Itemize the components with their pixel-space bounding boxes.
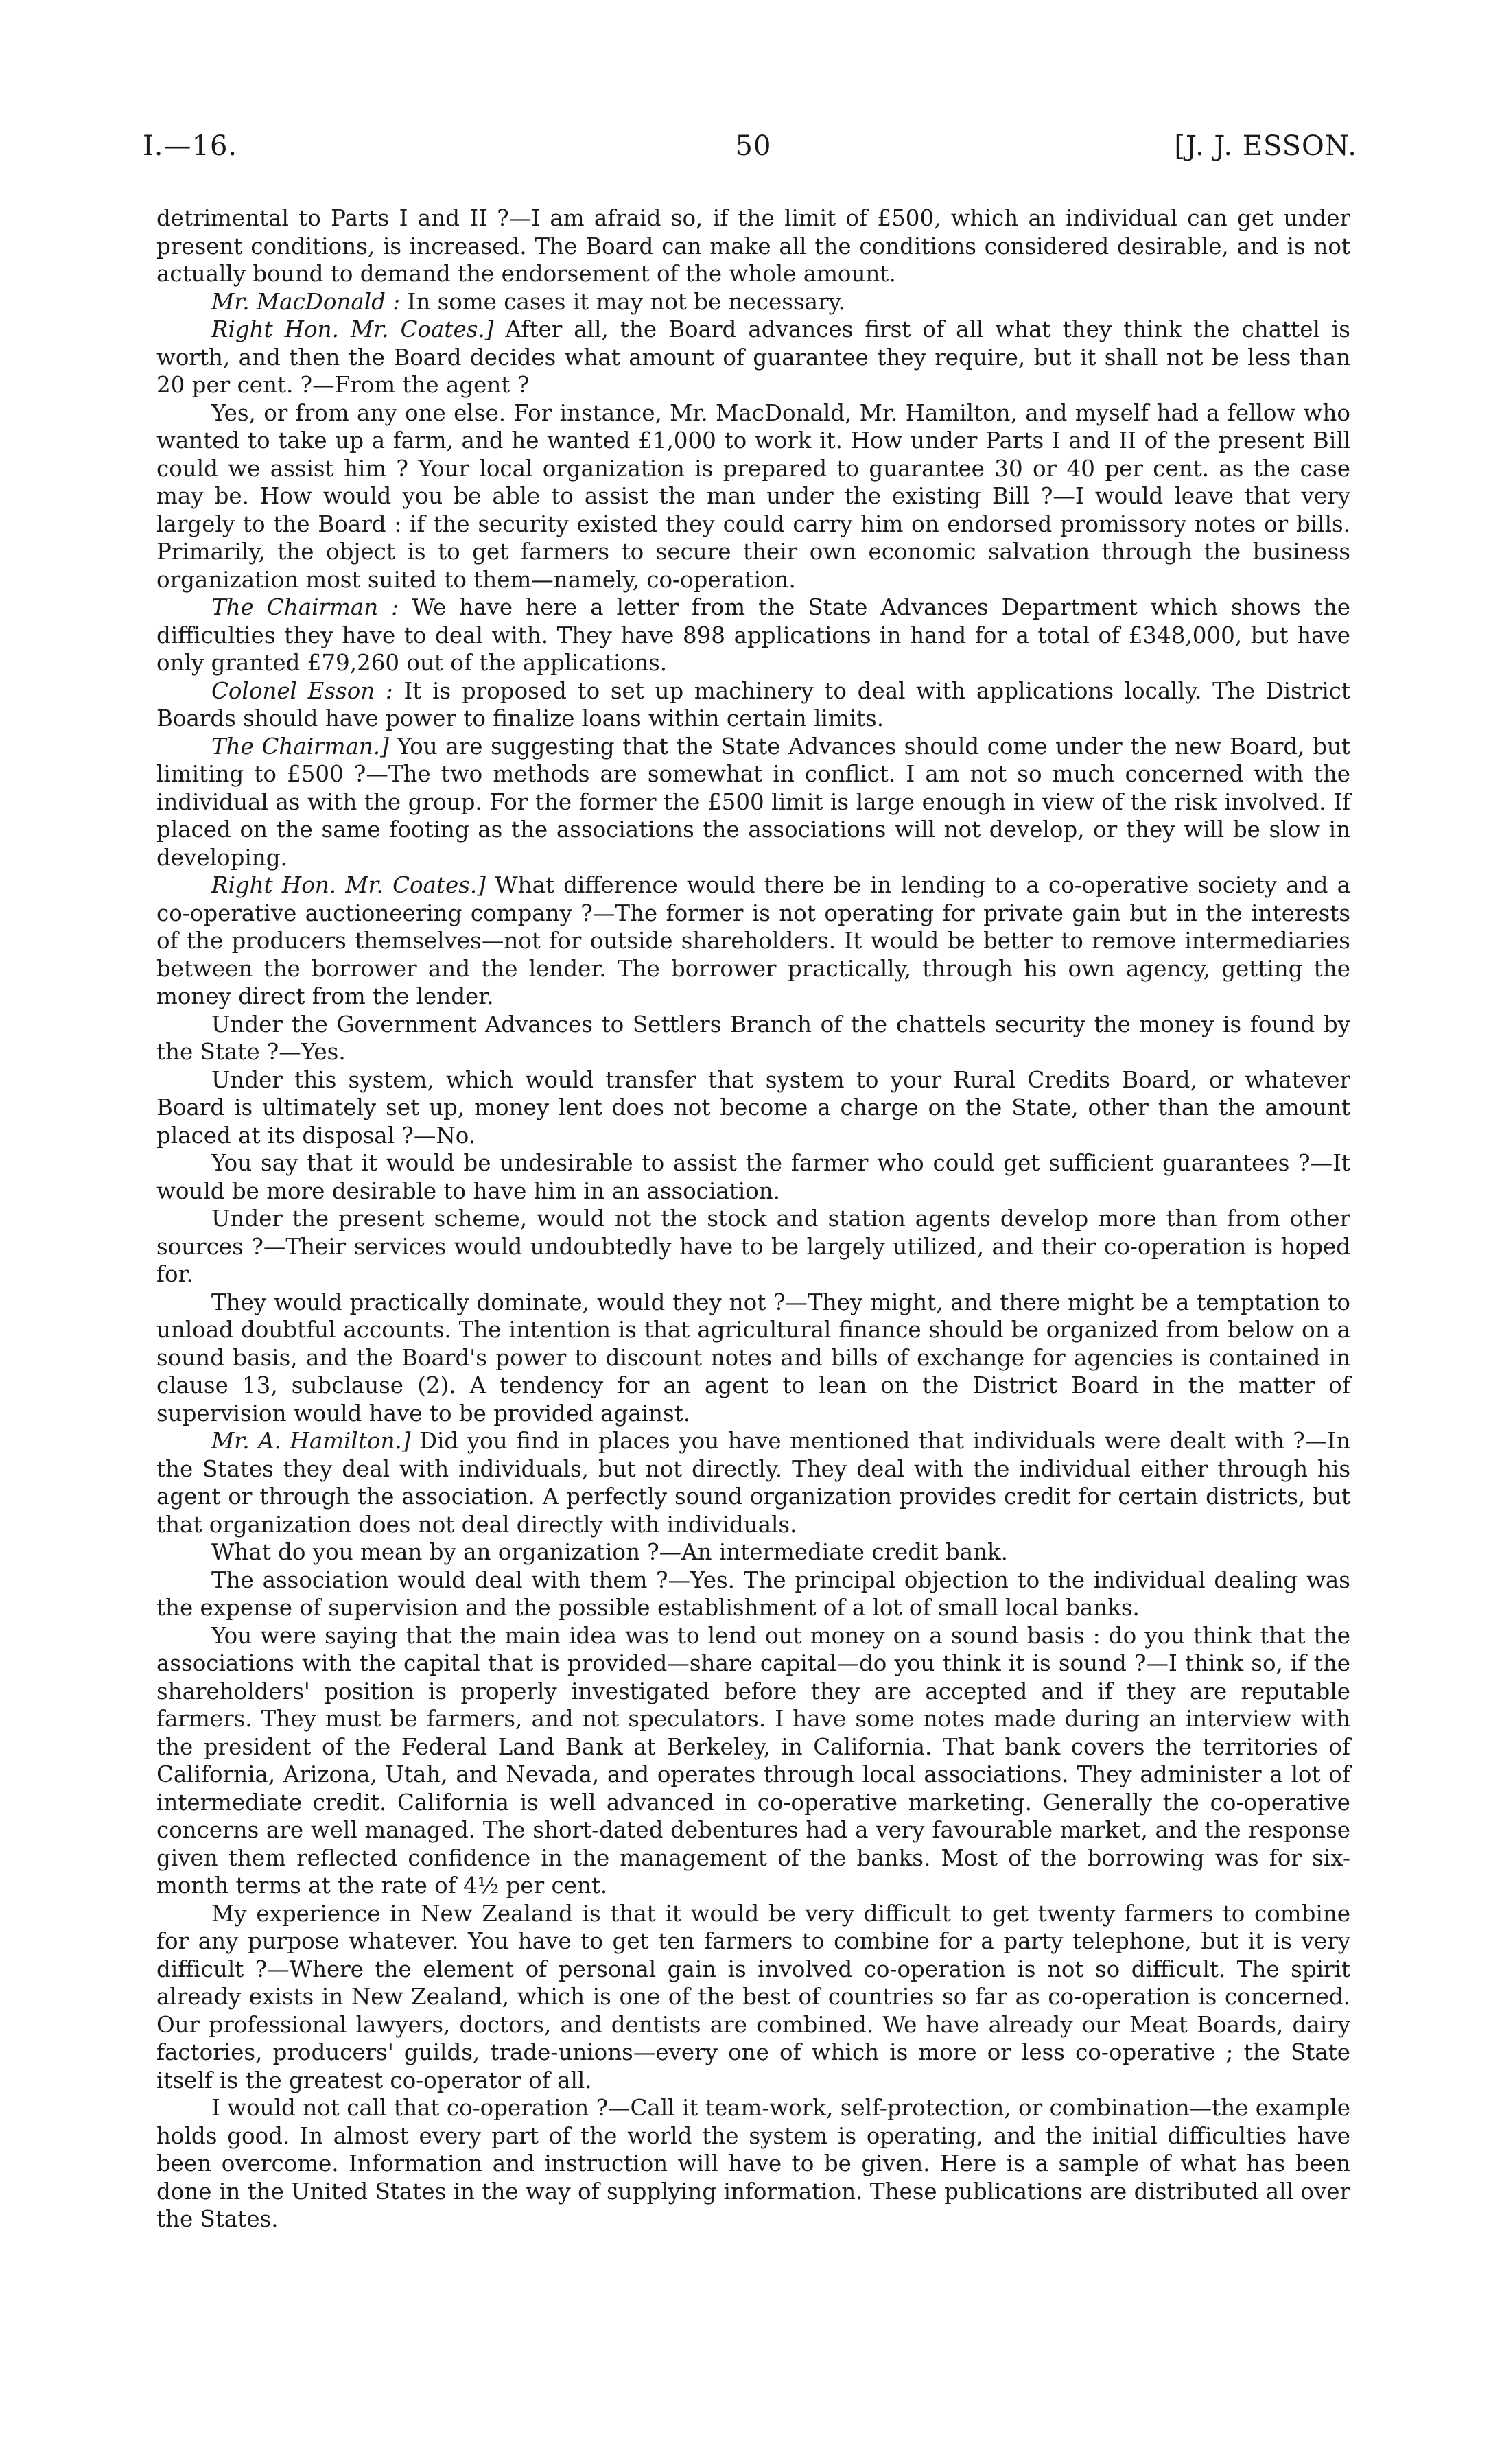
paragraph — [156, 871, 1350, 1011]
paragraph — [156, 399, 1350, 594]
paragraph-text: What do you mean by an organization ?—An intermediate credit bank. — [211, 1539, 1008, 1565]
speaker-label: The Chairman : — [211, 594, 399, 620]
paragraph — [156, 1567, 1350, 1622]
paragraph — [156, 1427, 1350, 1538]
paragraph-text: What difference would there be in lending to a co-operative society and a co-operative auctioneering company ?—The former is not operating for private gain but in the interests of the producers themselves—not for outside shareholders. It would be better to remove intermediaries between the borrower and the lender. The borrower practically, through his own agency, getting the money direct from the lender. — [156, 872, 1350, 1009]
speaker-label: Colonel Esson : — [211, 677, 393, 704]
speaker-label: Right Hon. Mr. Coates.] — [211, 316, 494, 342]
paragraph-text: detrimental to Parts I and II ?—I am afraid so, if the limit of £500, which an individual can get under present conditions, is increased. The Board can make all the conditions considered desirable, and is not actually bound to demand the endorsement of the whole amount. — [156, 205, 1350, 287]
paragraph-text: Under the present scheme, would not the stock and station agents develop more than from other sources ?—Their services would undoubtedly have to be largely utilized, and their co-operation is hoped for. — [156, 1206, 1350, 1287]
paragraph — [156, 2094, 1350, 2233]
page-header — [143, 130, 1357, 172]
paragraph-text: In some cases it may not be necessary. — [407, 288, 845, 315]
paragraph-text: You were saying that the main idea was to lend out money on a sound basis : do you think that the associations with the capital that is provided—share capital—do you think it is sound ?—I think so, if the shareholders' position is properly investigated before they are accepted and if they are reputable farmers. They must be farmers, and not speculators. I have some notes made during an interview with the president of the Federal Land Bank at Berkeley, in California. That bank covers the territories of California, Arizona, Utah, and Nevada, and operates through local associations. They administer a lot of intermediate credit. California is well advanced in co-operative marketing. Generally the co-operative concerns are well managed. The short-dated debentures had a very favourable market, and the response given them reflected confidence in the management of the banks. Most of the borrowing was for six-month terms at the rate of 4½ per cent. — [156, 1622, 1350, 1899]
speaker-label: Right Hon. Mr. Coates.] — [211, 872, 486, 898]
paragraph — [156, 288, 1350, 316]
paragraph — [156, 1622, 1350, 1900]
paragraph — [156, 733, 1350, 872]
paragraph — [156, 677, 1350, 733]
paragraph — [156, 1149, 1350, 1205]
paragraph-text: Yes, or from any one else. For instance, Mr. MacDonald, Mr. Hamilton, and myself had a fellow who wanted to take up a farm, and he wanted £1,000 to work it. How under Parts I and II of the present Bill could we assist him ? Your local organization is prepared to guarantee 30 or 40 per cent. as the case may be. How would you be able to assist the man under the existing Bill ?—I would leave that very largely to the Board : if the security existed they could carry him on endorsed promissory notes or bills. Primarily, the object is to get farmers to secure their own economic salvation through the business organization most suited to them—namely, co-operation. — [156, 399, 1350, 593]
paragraph-text: You are suggesting that the State Advances should come under the new Board, but limiting to £500 ?—The two methods are somewhat in conflict. I am not so much concerned with the individual as with the group. For the former the £500 limit is large enough in view of the risk involved. If placed on the same footing as the associations the associations will not develop, or they will be slow in developing. — [156, 733, 1350, 871]
document-page — [143, 130, 1357, 2233]
page-number: 50 — [735, 130, 772, 162]
paragraph — [156, 594, 1350, 677]
paragraph-text: Did you find in places you have mentioned that individuals were dealt with ?—In the States they deal with individuals, but not directly. They deal with the individual either through his agent or through the association. A perfectly sound organization provides credit for certain districts, but that organization does not deal directly with individuals. — [156, 1428, 1350, 1538]
paragraph — [156, 1011, 1350, 1066]
paragraph — [156, 1538, 1350, 1567]
document-reference: I.—16. — [143, 130, 238, 162]
paragraph-text: I would not call that co-operation ?—Call it team-work, self-protection, or combination—the example holds good. In almost every part of the world the system is operating, and the initial difficulties have been overcome. Information and instruction will have to be given. Here is a sample of what has been done in the United States in the way of supplying information. These publications are distributed all over the States. — [156, 2095, 1350, 2232]
paragraph — [156, 204, 1350, 288]
paragraph-text: The association would deal with them ?—Yes. The principal objection to the individual dealing was the expense of supervision and the possible establishment of a lot of small local banks. — [156, 1567, 1350, 1621]
paragraph — [156, 1066, 1350, 1150]
paragraph — [156, 1900, 1350, 2095]
paragraph-text: Under the Government Advances to Settlers Branch of the chattels security the money is found by the State ?—Yes. — [156, 1011, 1350, 1065]
paragraph-text: Under this system, which would transfer that system to your Rural Credits Board, or whatever Board is ultimately set up, money lent does not become a charge on the State, other than the amount placed at its disposal ?—No. — [156, 1066, 1350, 1149]
witness-name: [J. J. ESSON. — [1174, 130, 1357, 162]
speaker-label: The Chairman.] — [211, 733, 389, 760]
page-body — [156, 204, 1350, 2233]
speaker-label: Mr. MacDonald : — [211, 288, 401, 315]
paragraph — [156, 1205, 1350, 1289]
speaker-label: Mr. A. Hamilton.] — [211, 1428, 411, 1454]
paragraph-text: It is proposed to set up machinery to deal with applications locally. The District Boards should have power to finalize loans within certain limits. — [156, 677, 1350, 731]
paragraph — [156, 316, 1350, 399]
paragraph — [156, 1289, 1350, 1428]
paragraph-text: You say that it would be undesirable to assist the farmer who could get sufficient guarantees ?—It would be more desirable to have him in an association. — [156, 1150, 1350, 1204]
paragraph-text: They would practically dominate, would they not ?—They might, and there might be a temptation to unload doubtful accounts. The intention is that agricultural finance should be organized from below on a sound basis, and the Board's power to discount notes and bills of exchange for agencies is contained in clause 13, subclause (2). A tendency for an agent to lean on the District Board in the matter of supervision would have to be provided against. — [156, 1289, 1350, 1427]
paragraph-text: We have here a letter from the State Advances Department which shows the difficulties they have to deal with. They have 898 applications in hand for a total of £348,000, but have only granted £79,260 out of the applications. — [156, 594, 1350, 676]
paragraph-text: After all, the Board advances first of all what they think the chattel is worth, and then the Board decides what amount of guarantee they require, but it shall not be less than 20 per cent. ?—From the agent ? — [156, 316, 1350, 398]
paragraph-text: My experience in New Zealand is that it would be very difficult to get twenty farmers to combine for any purpose whatever. You have to get ten farmers to combine for a party telephone, but it is very difficult ?—Where the element of personal gain is involved co-operation is not so difficult. The spirit already exists in New Zealand, which is one of the best of countries so far as co-operation is concerned. Our professional lawyers, doctors, and dentists are combined. We have already our Meat Boards, dairy factories, producers' guilds, trade-unions—every one of which is more or less co-operative ; the State itself is the greatest co-operator of all. — [156, 1900, 1350, 2093]
